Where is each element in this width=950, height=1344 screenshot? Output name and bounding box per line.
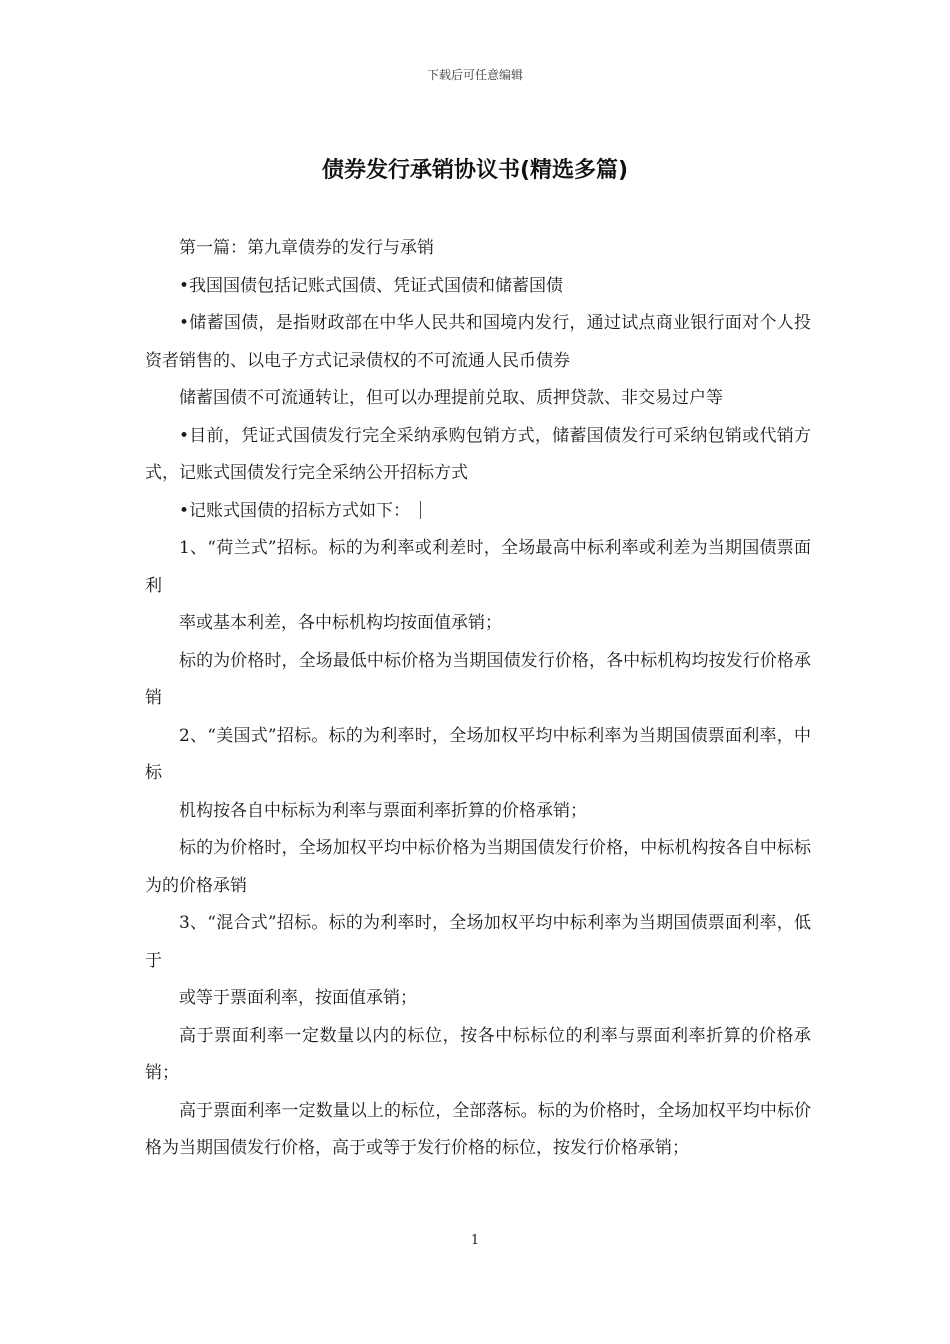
- page-number: 1: [470, 1233, 480, 1248]
- paragraph: 机构按各自中标标为利率与票面利率折算的价格承销；: [179, 800, 587, 821]
- section-heading: 第一篇：第九章债券的发行与承销: [179, 238, 434, 258]
- paragraph: •目前，凭证式国债发行完全采纳承购包销方式，储蓄国债发行可采纳包销或代销方式，记账式国债发行完全采纳公开招标方式: [145, 425, 811, 483]
- header-note: 下载后可任意编辑: [426, 68, 523, 82]
- paragraph: •我国国债包括记账式国债、凭证式国债和储蓄国债: [179, 275, 564, 296]
- paragraph: 标的为价格时，全场加权平均中标价格为当期国债发行价格，中标机构按各自中标标为的价格承销: [145, 838, 811, 896]
- document-title: 债券发行承销协议书(精选多篇): [321, 158, 629, 183]
- paragraph-with-cursor: [145, 493, 811, 531]
- text-cursor[interactable]: [420, 501, 421, 519]
- paragraph: 2、“美国式”招标。标的为利率时，全场加权平均中标利率为当期国债票面利率，中标: [145, 725, 811, 783]
- paragraph: 或等于票面利率，按面值承销；: [179, 988, 417, 1008]
- paragraph: 1、“荷兰式”招标。标的为利率或利差时，全场最高中标利率或利差为当期国债票面利: [145, 538, 811, 596]
- paragraph: 储蓄国债不可流通转让，但可以办理提前兑取、质押贷款、非交易过户等: [179, 388, 723, 408]
- paragraph: 标的为价格时，全场最低中标价格为当期国债发行价格，各中标机构均按发行价格承销: [145, 650, 811, 708]
- document-body: [145, 230, 811, 1168]
- paragraph-text: •记账式国债的招标方式如下：: [179, 500, 411, 521]
- paragraph: 高于票面利率一定数量以内的标位，按各中标标位的利率与票面利率折算的价格承销；: [145, 1025, 811, 1083]
- paragraph: 3、“混合式”招标。标的为利率时，全场加权平均中标利率为当期国债票面利率，低于: [145, 913, 811, 971]
- paragraph: •储蓄国债，是指财政部在中华人民共和国境内发行，通过试点商业银行面对个人投资者销售的、以电子方式记录债权的不可流通人民币债券: [145, 313, 811, 371]
- paragraph: 率或基本利差，各中标机构均按面值承销；: [179, 613, 502, 633]
- paragraph: 高于票面利率一定数量以上的标位，全部落标。标的为价格时，全场加权平均中标价格为当期国债发行价格，高于或等于发行价格的标位，按发行价格承销；: [145, 1100, 811, 1158]
